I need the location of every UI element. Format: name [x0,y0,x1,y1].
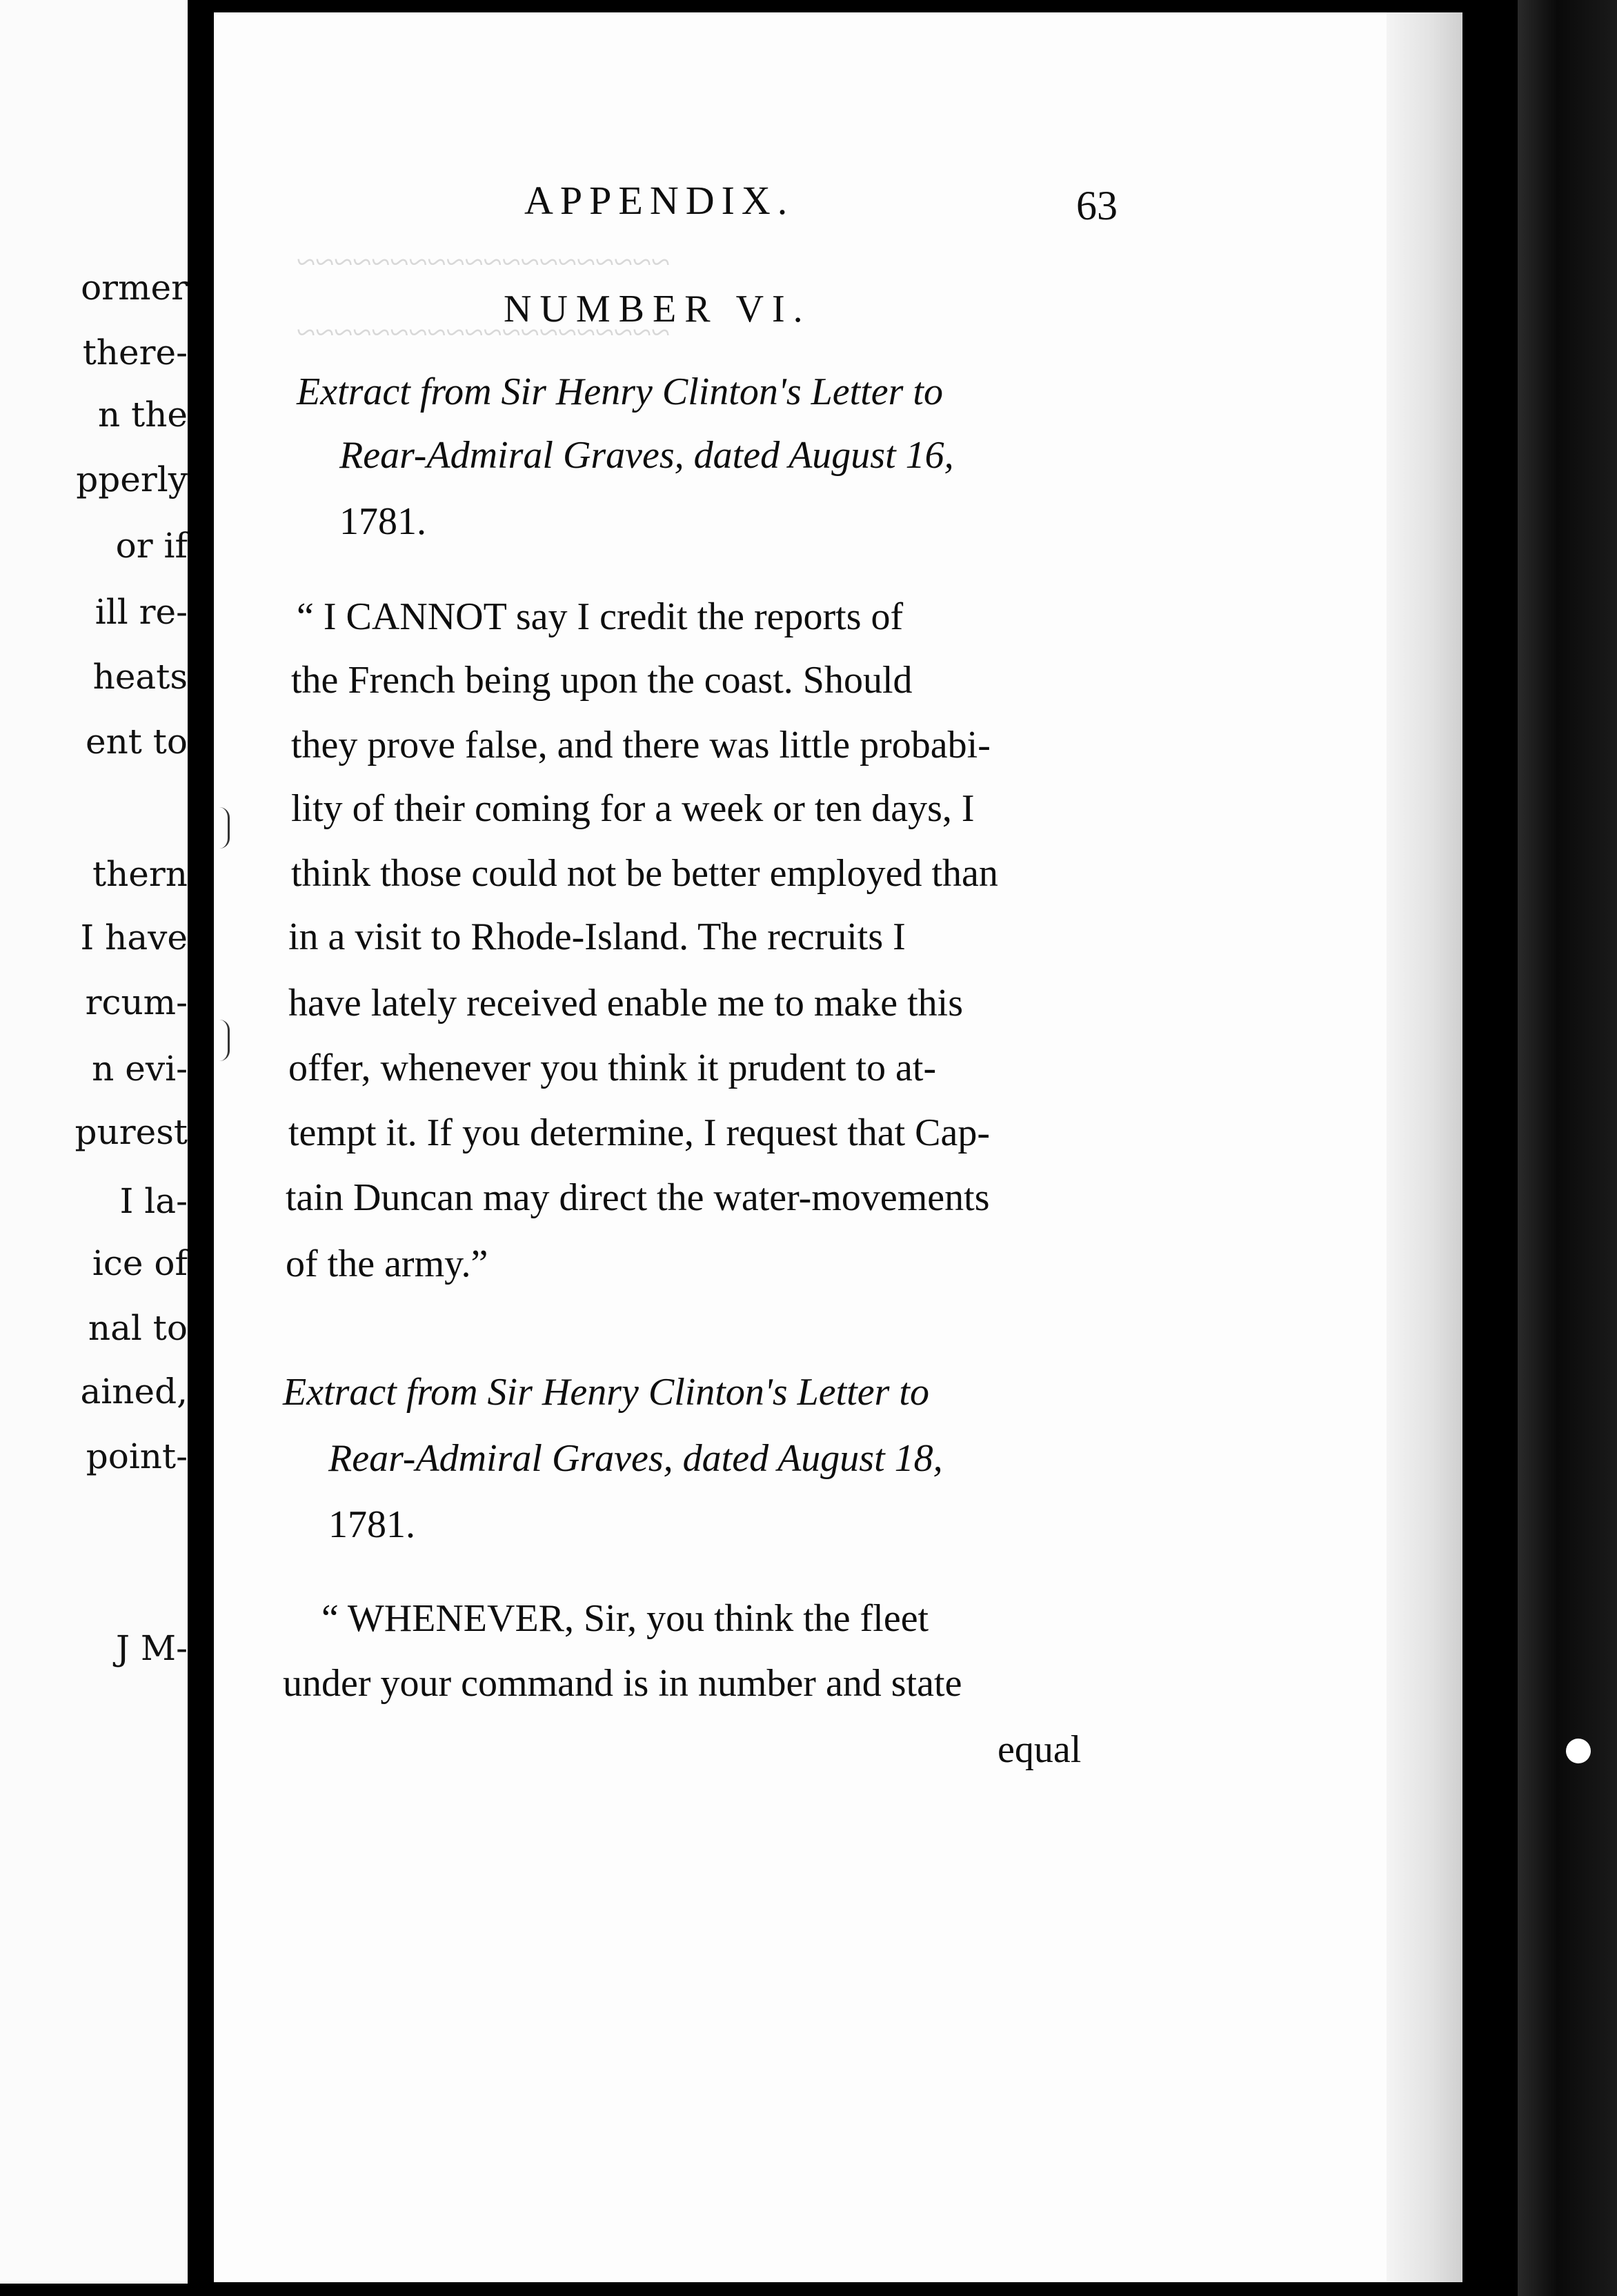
letter-text-line: the French being upon the coast. Should [291,659,913,702]
left-page-fragment: J M- [115,1628,188,1668]
show-through-text: ~~~~~~~~~~~~~~~~~~~~ [297,242,671,281]
margin-bracket-mark [219,1020,230,1061]
letter-text-line: tain Duncan may direct the water-movements [286,1176,990,1219]
left-page-fragment: there- [82,333,188,373]
letter-text-line: “ I CANNOT say I credit the reports of [297,595,904,638]
left-page-fragment: n the [98,395,188,435]
catchword: equal [998,1728,1082,1771]
left-page-fragment: ill re- [95,592,188,632]
left-page-fragment: n evi- [92,1049,188,1089]
left-page-fragment: I la- [119,1181,188,1221]
letter-text-line: under your command is in number and state [283,1662,962,1705]
page-edge-shadow [1387,12,1462,2282]
letter-text-line: tempt it. If you determine, I request that Cap- [288,1111,991,1154]
section-title: NUMBER VI. [504,288,811,330]
running-header-title: APPENDIX. [524,178,795,223]
book-gutter [188,0,214,2296]
left-page-fragment: I have [80,918,188,958]
left-page-fragment: or if [115,526,188,566]
left-page-fragment: pperly [76,459,188,499]
left-facing-page [0,0,188,2284]
left-page-fragment: ent to [86,722,188,762]
letter-text-line: think those could not be better employed than [291,852,998,895]
letter-text-line: “ WHENEVER, Sir, you think the fleet [321,1597,929,1640]
book-fore-edge [1518,0,1617,2296]
left-page-fragment: purest [75,1112,188,1152]
letter-text-line: lity of their coming for a week or ten days, I [291,787,975,830]
left-page-fragment: ained, [80,1372,188,1412]
extract-heading-line: 1781. [339,500,426,543]
page-number: 63 [1076,183,1118,228]
letter-text-line: of the army.” [286,1243,488,1285]
left-page-fragment: thern [92,854,188,894]
extract-heading-line: 1781. [328,1503,415,1546]
left-page-fragment: point- [86,1436,188,1476]
extract-heading-line: Extract from Sir Henry Clinton's Letter to [297,370,943,413]
letter-text-line: in a visit to Rhode-Island. The recruits I [288,916,906,958]
show-through-text: ~~~~~~~~~~~~~~~~~~~~ [297,313,671,351]
letter-text-line: offer, whenever you think it prudent to at- [288,1047,937,1089]
left-page-fragment: ice of [92,1243,188,1283]
left-page-fragment: heats [92,657,188,697]
extract-heading-line: Rear-Admiral Graves, dated August 16, [339,434,954,477]
page-damage-spot [1566,1739,1591,1763]
letter-text-line: have lately received enable me to make this [288,982,964,1025]
extract-heading-line: Rear-Admiral Graves, dated August 18, [328,1437,943,1480]
margin-bracket-mark [219,807,230,849]
extract-heading-line: Extract from Sir Henry Clinton's Letter to [283,1371,929,1414]
left-page-fragment: nal to [88,1308,188,1348]
left-page-fragment: ormer [81,268,188,308]
letter-text-line: they prove false, and there was little probabi- [291,724,991,766]
left-page-fragment: rcum- [85,982,188,1022]
